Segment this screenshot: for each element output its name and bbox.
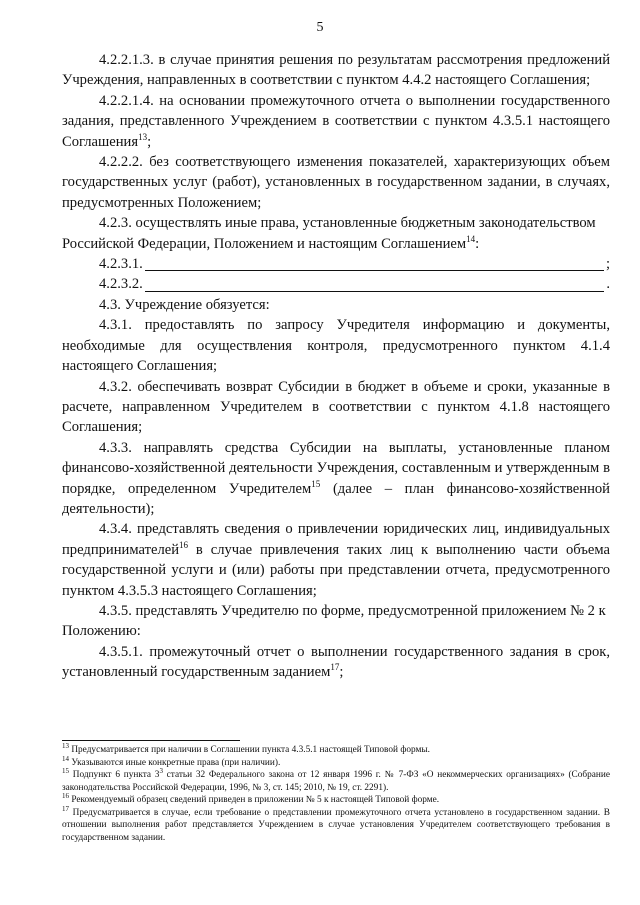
paragraph-4-3: 4.3. Учреждение обязуется: <box>99 296 270 313</box>
footnote-16: $^{16}$ Рекомендуемый образец сведений приведен в приложении № 5 к настоящей Типовой форме. <box>62 791 440 805</box>
fill-in-underline <box>145 277 605 292</box>
footnote-15: $^{15}$ Подпункт 6 пункта $3^3$ статьи 32 Федерального закона от 12 января 1996 г. № 7-ФЗ «О некоммерческих организациях» (Собрание законодательства Российской Федерации, 1996, № 3, ст. 145; 2010, № 19, ст. 2291). <box>62 766 610 793</box>
blank-line-4-2-3-2: 4.2.3.2. . <box>62 274 610 294</box>
paragraph-4-2-3: 4.2.3. осуществлять иные права, установленные бюджетным законодательством Российской Федерации, Положением и настоящим Соглашением$^{14}$: <box>62 215 596 252</box>
paragraph-4-3-2: 4.3.2. обеспечивать возврат Субсидии в бюджет в объеме и сроки, указанные в расчете, направленном Учредителем в соответствии с пунктом 4.1.8 настоящего Соглашения; <box>62 378 610 436</box>
paragraph-4-2-2-2: 4.2.2.2. без соответствующего изменения показателей, характеризующих объем государственных услуг (работ), установленных в государственном задании, в случаях, предусмотренных Положением; <box>62 154 610 211</box>
blank-line-label: 4.2.3.2. <box>99 276 143 293</box>
fill-in-underline <box>145 256 604 271</box>
footnote-separator <box>62 740 240 741</box>
footnote-13: $^{13}$ Предусматривается при наличии в Соглашении пункта 4.3.5.1 настоящей Типовой формы. <box>62 741 430 755</box>
document-body <box>62 50 610 683</box>
footnote-ref-13: 13 <box>138 131 148 142</box>
footnotes <box>62 741 610 844</box>
footnote-ref-14: 14 <box>466 233 476 244</box>
footnote-17: $^{17}$ Предусматривается в случае, если требование о представлении промежуточного отчета установлено в государственном задании. В отношении выполнения работ представляется Учреждением в случае установления Учредителем соответствующего требования в государственном задании. <box>62 804 610 843</box>
footnote-14: $^{14}$ Указываются иные конкретные права (при наличии). <box>62 754 281 768</box>
blank-line-4-2-3-1: 4.2.3.1. ; <box>62 254 610 274</box>
blank-line-label: 4.2.3.1. <box>99 256 143 273</box>
footnote-ref-16: 16 <box>179 539 189 550</box>
footnote-ref-15: 15 <box>311 478 321 489</box>
paragraph-4-3-4: 4.3.4. представлять сведения о привлечении юридических лиц, индивидуальных предпринимателей$^{16}$ в случае привлечения таких лиц к выполнению части объема государственной услуги и (или) работы при представлении отчета, предусмотренного пунктом 4.3.5.3 настоящего Соглашения; <box>62 521 610 599</box>
paragraph-4-3-5: 4.3.5. представлять Учредителю по форме, предусмотренной приложением № 2 к Положению: <box>62 602 606 640</box>
paragraph-4-3-3: 4.3.3. направлять средства Субсидии на выплаты, установленные планом финансово-хозяйственной деятельности Учреждения, составленным и утвержденным в порядке, определенном Учредителем$^{15}$ (далее – план финансово-хозяйственной деятельности); <box>62 439 610 517</box>
paragraph-4-3-1: 4.3.1. предоставлять по запросу Учредителя информацию и документы, необходимые для осуществления контроля, предусмотренного пунктом 4.1.4 настоящего Соглашения; <box>62 317 610 375</box>
paragraph-4-2-2-1-4: 4.2.2.1.4. на основании промежуточного отчета о выполнении государственного задания, представленного Учреждением в соответствии с пунктом 4.3.5.1 настоящего Соглашения$^{13}$; <box>62 92 610 150</box>
paragraph-4-2-2-1-3: 4.2.2.1.3. в случае принятия решения по результатам рассмотрения предложений Учреждения, направленных в соответствии с пунктом 4.4.2 настоящего Соглашения; <box>62 52 610 89</box>
footnote-ref-17: 17 <box>330 662 340 673</box>
paragraph-4-3-5-1: 4.3.5.1. промежуточный отчет о выполнении государственного задания в срок, установленный государственным заданием$^{17}$; <box>62 643 610 681</box>
page-number: 5 <box>316 20 324 35</box>
